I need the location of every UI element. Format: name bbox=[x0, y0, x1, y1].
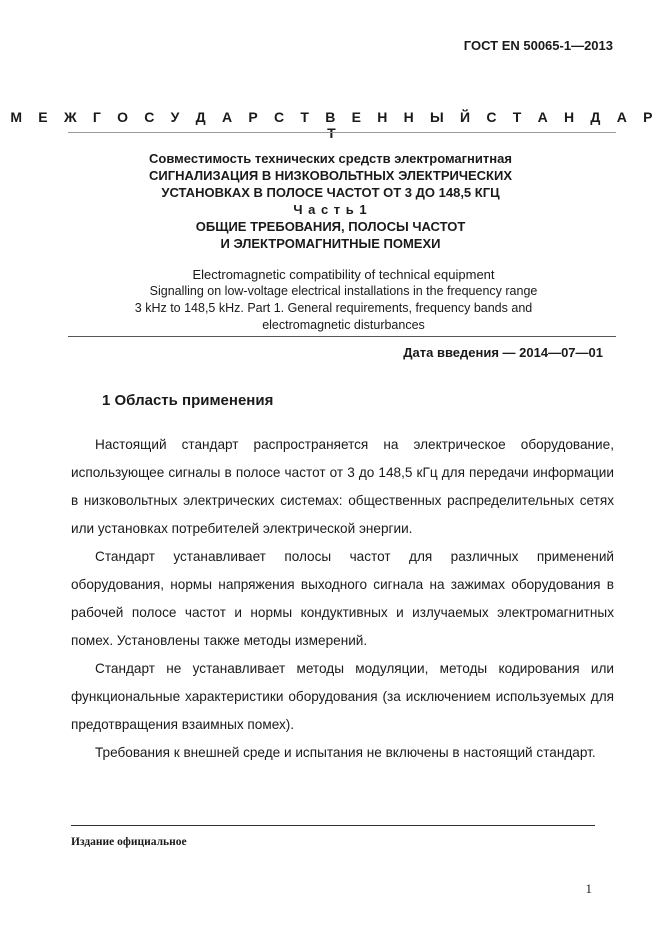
title-ru-line: И ЭЛЕКТРОМАГНИТНЫЕ ПОМЕХИ bbox=[220, 236, 441, 251]
paragraph: Настоящий стандарт распространяется на электрическое оборудование, использующее сигналы в полосе частот от 3 до 148,5 кГц для передачи информации в низковольтных электрических системах: общественных распределительных сетях или установках потребителей электрической энергии. bbox=[71, 437, 614, 536]
title-ru-line: Совместимость технических средств электромагнитная bbox=[149, 151, 512, 166]
paragraph: Требования к внешней среде и испытания не включены в настоящий стандарт. bbox=[95, 745, 596, 760]
title-russian bbox=[0, 150, 661, 252]
title-en-line: Signalling on low-voltage electrical installations in the frequency range bbox=[149, 284, 538, 298]
title-ru-part: Ч а с т ь 1 bbox=[293, 202, 368, 217]
section-heading: 1 Область применения bbox=[102, 392, 274, 409]
edition-note: Издание официальное bbox=[71, 836, 187, 848]
title-en-line: 3 kHz to 148,5 kHz. Part 1. General requirements, frequency bands and bbox=[134, 301, 533, 315]
introduction-date: Дата введения — 2014—07—01 bbox=[403, 345, 603, 360]
document-type-heading: М Е Ж Г О С У Д А Р С Т В Е Н Н Ы Й С Т А Н Д А Р Т bbox=[10, 109, 659, 141]
title-ru-line: УСТАНОВКАХ В ПОЛОСЕ ЧАСТОТ ОТ 3 ДО 148,5 КГЦ bbox=[161, 185, 500, 200]
footer-divider bbox=[71, 825, 595, 826]
body-text bbox=[71, 431, 614, 767]
title-ru-line: ОБЩИЕ ТРЕБОВАНИЯ, ПОЛОСЫ ЧАСТОТ bbox=[195, 219, 466, 234]
title-en-line: electromagnetic disturbances bbox=[262, 318, 425, 332]
title-english bbox=[0, 266, 661, 334]
title-ru-line: СИГНАЛИЗАЦИЯ В НИЗКОВОЛЬТНЫХ ЭЛЕКТРИЧЕСКИХ bbox=[149, 168, 512, 183]
paragraph: Стандарт устанавливает полосы частот для различных применений оборудования, нормы напряжения выходного сигнала на зажимах оборудования в рабочей полосе частот и нормы кондуктивных и излучаемых электромагнитных помех. Установлены также методы измерений. bbox=[71, 549, 614, 648]
page-number: 1 bbox=[585, 881, 592, 896]
title-en-line: Electromagnetic compatibility of technical equipment bbox=[192, 267, 495, 282]
header-divider bbox=[68, 132, 616, 133]
paragraph: Стандарт не устанавливает методы модуляции, методы кодирования или функциональные характеристики оборудования (за исключением используемых для предотвращения взаимных помех). bbox=[71, 661, 614, 732]
standard-code: ГОСТ EN 50065-1—2013 bbox=[463, 38, 613, 53]
title-divider bbox=[68, 336, 616, 337]
